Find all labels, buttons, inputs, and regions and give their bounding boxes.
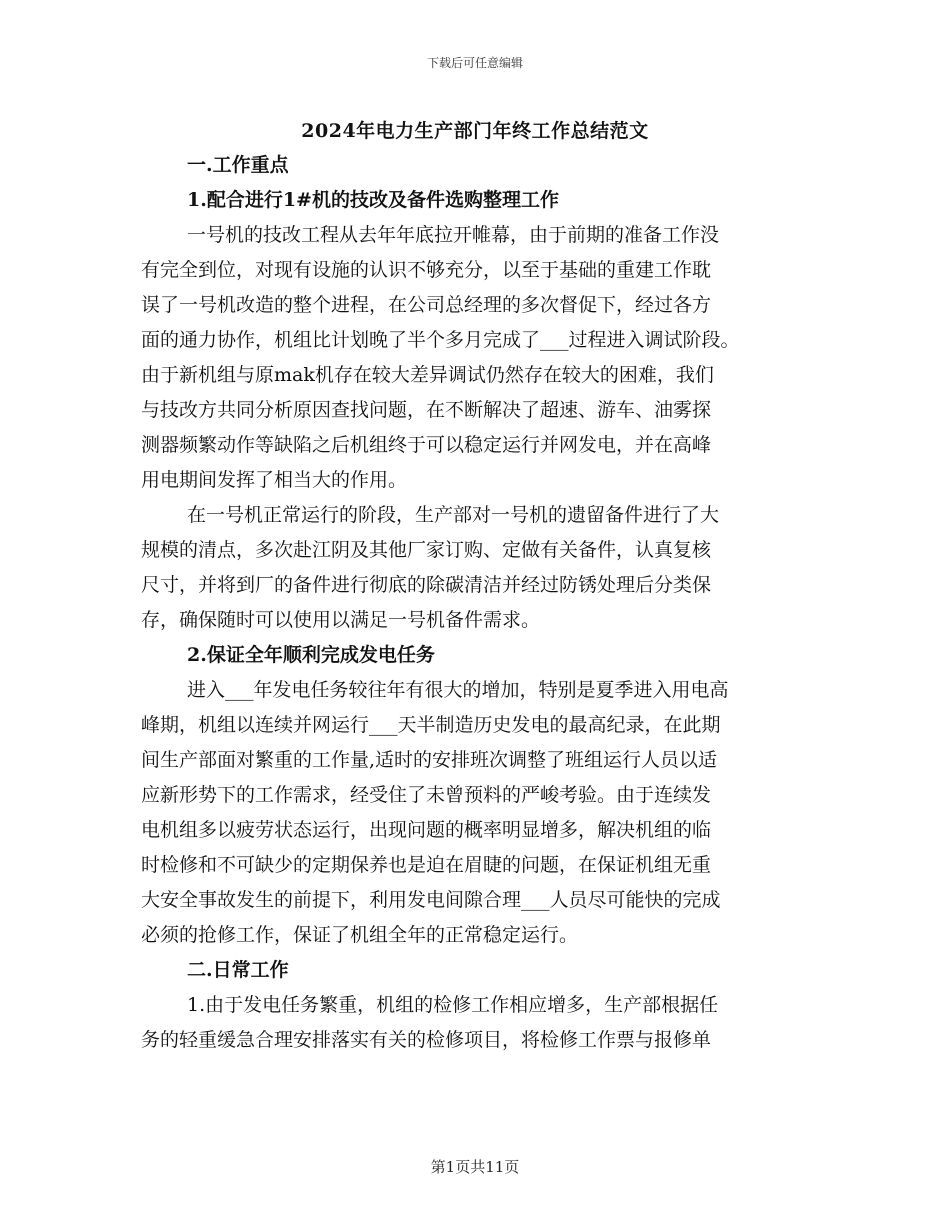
- paragraph-2: [141, 498, 821, 638]
- subsection-heading-2: 2.保证全年顺利完成发电任务: [187, 644, 435, 666]
- paragraph-1: [141, 218, 821, 498]
- document-title: 2024年电力生产部门年终工作总结范文: [301, 120, 649, 142]
- paragraph-line: 时检修和不可缺少的定期保养也是迫在眉睫的问题，在保证机组无重: [141, 854, 712, 876]
- paragraph-line: 电机组多以疲劳状态运行，出现问题的概率明显增多，解决机组的临: [141, 819, 712, 841]
- paragraph-line: 大安全事故发生的前提下，利用发电间隙合理___人员尽可能快的完成: [141, 889, 721, 911]
- paragraph-line: 由于新机组与原mak机存在较大差异调试仍然存在较大的困难，我们: [141, 364, 714, 386]
- paragraph-line: 1.由于发电任务繁重，机组的检修工作相应增多，生产部根据任: [187, 994, 719, 1016]
- paragraph-line: 用电期间发挥了相当大的作用。: [141, 469, 408, 491]
- paragraph-line: 务的轻重缓急合理安排落实有关的检修项目，将检修工作票与报修单: [141, 1029, 712, 1051]
- paragraph-line: 与技改方共同分析原因查找问题，在不断解决了超速、游车、油雾探: [141, 399, 712, 421]
- document-body: [141, 148, 821, 1058]
- paragraph-line: 应新形势下的工作需求，经受住了未曾预料的严峻考验。由于连续发: [141, 784, 712, 806]
- paragraph-line: 一号机的技改工程从去年年底拉开帷幕，由于前期的准备工作没: [187, 224, 720, 246]
- header-note: 下载后可任意编辑: [426, 56, 523, 70]
- section-heading-work-focus: 一.工作重点: [187, 154, 289, 176]
- section-heading-daily-work: 二.日常工作: [187, 959, 289, 981]
- page-number: 第1页共11页: [430, 1158, 520, 1176]
- paragraph-4: [141, 988, 821, 1058]
- paragraph-line: 测器频繁动作等缺陷之后机组终于可以稳定运行并网发电，并在高峰: [141, 434, 712, 456]
- paragraph-line: 规模的清点，多次赴江阴及其他厂家订购、定做有关备件，认真复核: [141, 539, 712, 561]
- paragraph-line: 间生产部面对繁重的工作量,适时的安排班次调整了班组运行人员以适: [141, 749, 718, 771]
- paragraph-line: 尺寸，并将到厂的备件进行彻底的除碳清洁并经过防锈处理后分类保: [141, 574, 712, 596]
- paragraph-line: 进入___年发电任务较往年有很大的增加，特别是夏季进入用电高: [187, 679, 729, 701]
- paragraph-line: 存，确保随时可以使用以满足一号机备件需求。: [141, 609, 541, 631]
- paragraph-line: 有完全到位，对现有设施的认识不够充分，以至于基础的重建工作耽: [141, 259, 712, 281]
- subsection-heading-1: 1.配合进行1#机的技改及备件选购整理工作: [187, 189, 559, 211]
- paragraph-line: 面的通力协作，机组比计划晚了半个多月完成了___过程进入调试阶段。: [141, 329, 740, 351]
- paragraph-line: 误了一号机改造的整个进程，在公司总经理的多次督促下，经过各方: [141, 294, 712, 316]
- paragraph-line: 必须的抢修工作，保证了机组全年的正常稳定运行。: [141, 924, 579, 946]
- paragraph-3: [141, 673, 821, 953]
- paragraph-line: 峰期，机组以连续并网运行___天半制造历史发电的最高纪录，在此期: [141, 714, 721, 736]
- paragraph-line: 在一号机正常运行的阶段，生产部对一号机的遗留备件进行了大: [187, 504, 720, 526]
